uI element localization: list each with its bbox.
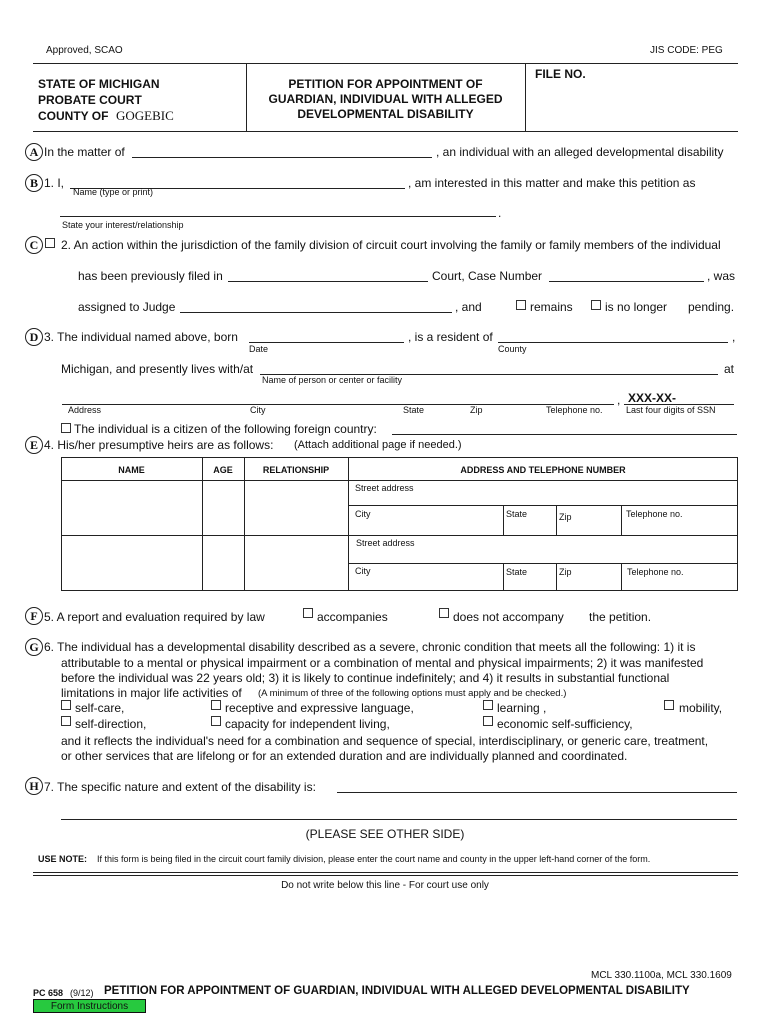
alleged-disability-text: , an individual with an alleged developmental disability [436, 145, 724, 159]
col-address-header: ADDRESS AND TELEPHONE NUMBER [460, 465, 626, 475]
item-3-label: 3. The individual named above, born [44, 330, 238, 344]
heir-1-telephone-caption: Telephone no. [626, 509, 683, 519]
court-use-rule-1 [33, 872, 738, 873]
minimum-three-note: (A minimum of three of the following options must apply and be checked.) [258, 688, 567, 699]
resident-of-label: , is a resident of [408, 330, 493, 344]
the-petition-label: the petition. [589, 610, 652, 624]
heir-2-telephone-caption: Telephone no. [627, 567, 684, 577]
probate-court: PROBATE COURT [38, 93, 142, 107]
section-h-marker: H [25, 777, 43, 795]
foreign-citizen-label: The individual is a citizen of the following foreign country: [74, 422, 377, 436]
case-number-field[interactable] [549, 281, 704, 282]
item-6-line-1: 6. The individual has a developmental disability described as a severe, chronic condition that meets all the following: 1) it is [44, 640, 696, 654]
interest-caption: State your interest/relationship [62, 220, 184, 230]
assigned-judge-label: assigned to Judge [78, 300, 176, 314]
not-accompany-label: does not accompany [453, 610, 564, 624]
item-1-label: 1. I, [44, 176, 65, 190]
use-note-text: If this form is being filed in the circuit court family division, please enter the court name and county in the upper left-hand corner of the form. [97, 854, 651, 864]
mcl-reference: MCL 330.1100a, MCL 330.1609 [591, 970, 732, 981]
col-divider-1 [202, 457, 203, 591]
learning-checkbox[interactable] [483, 700, 493, 710]
use-note-label: USE NOTE: [38, 854, 88, 864]
independent-living-label: capacity for independent living, [225, 717, 390, 731]
no-longer-label: is no longer [605, 300, 668, 314]
form-title-line-3: DEVELOPMENTAL DISABILITY [297, 107, 474, 121]
heir-1-address-rule [348, 505, 738, 506]
disability-nature-field-2[interactable] [61, 819, 737, 820]
please-see-other-side: (PLEASE SEE OTHER SIDE) [305, 827, 465, 841]
city-caption: City [250, 405, 266, 415]
zip-caption: Zip [470, 405, 483, 415]
address-caption: Address [68, 405, 102, 415]
jis-code: JIS CODE: PEG [650, 45, 723, 56]
heir-1-divider-c [621, 505, 622, 535]
self-sufficiency-label: economic self-sufficiency, [497, 717, 633, 731]
not-accompany-checkbox[interactable] [439, 608, 449, 618]
item-4-label: 4. His/her presumptive heirs are as follows: [44, 438, 274, 452]
previously-filed-label: has been previously filed in [78, 269, 223, 283]
heir-2-street-caption: Street address [356, 538, 415, 548]
county-caption: County [498, 344, 527, 354]
mobility-label: mobility, [679, 701, 723, 715]
form-date: (9/12) [70, 988, 94, 998]
heir-1-divider-b [556, 505, 557, 535]
section-c-marker: C [25, 236, 43, 254]
person-caption: Name of person or center or facility [262, 375, 403, 385]
address-field[interactable] [62, 404, 614, 405]
item-6-line-4: limitations in major life activities of [61, 686, 242, 700]
col-relationship-header: RELATIONSHIP [262, 465, 330, 475]
header-top-rule [33, 63, 738, 64]
court-case-label: Court, Case Number [432, 269, 543, 283]
heirs-row-rule [61, 535, 738, 536]
ssn-prefix: XXX-XX- [628, 391, 677, 405]
county-label: COUNTY OF [38, 109, 109, 123]
section-g-marker: G [25, 638, 43, 656]
heir-1-state-caption: State [506, 509, 528, 519]
accompanies-checkbox[interactable] [303, 608, 313, 618]
foreign-citizen-checkbox[interactable] [61, 423, 71, 433]
form-number: PC 658 [33, 988, 64, 998]
self-direction-checkbox[interactable] [61, 716, 71, 726]
birth-date-field[interactable] [249, 342, 404, 343]
heir-1-divider-a [503, 505, 504, 535]
col-name-header: NAME [118, 465, 145, 475]
heirs-header-rule [61, 480, 738, 481]
state-of-michigan: STATE OF MICHIGAN [38, 77, 160, 91]
col-divider-3 [348, 457, 349, 591]
heir-2-city-caption: City [355, 566, 371, 576]
foreign-country-field[interactable] [392, 434, 737, 435]
item-5-label: 5. A report and evaluation required by law [44, 610, 265, 624]
self-sufficiency-checkbox[interactable] [483, 716, 493, 726]
interest-period: . [498, 206, 502, 220]
col-divider-2 [244, 457, 245, 591]
form-title-line-2: GUARDIAN, INDIVIDUAL WITH ALLEGED [268, 92, 503, 106]
mobility-checkbox[interactable] [664, 700, 674, 710]
section-e-marker: E [25, 436, 43, 454]
item-6-line-2: attributable to a mental or physical impairment or a combination of mental and physical impairments; 2) it was manifested [61, 656, 704, 670]
self-direction-label: self-direction, [75, 717, 147, 731]
attach-note: (Attach additional page if needed.) [294, 439, 462, 451]
item-7-label: 7. The specific nature and extent of the disability is: [44, 780, 316, 794]
county-field[interactable]: GOGEBIC [116, 108, 174, 123]
prior-action-checkbox[interactable] [45, 238, 55, 248]
lives-with-label: Michigan, and presently lives with/at [61, 362, 254, 376]
interested-text: , am interested in this matter and make this petition as [408, 176, 696, 190]
approved-scao: Approved, SCAO [46, 45, 123, 56]
judge-field[interactable] [180, 312, 452, 313]
item-6-line-3: before the individual was 22 years old; 3) it is likely to continue indefinitely; and 4) it results in substantial functional [61, 671, 670, 685]
col-age-header: AGE [213, 465, 233, 475]
self-care-label: self-care, [75, 701, 125, 715]
remains-label: remains [530, 300, 573, 314]
remains-checkbox[interactable] [516, 300, 526, 310]
interest-relationship-field[interactable] [60, 216, 496, 217]
section-d-marker: D [25, 328, 43, 346]
section-b-marker: B [25, 174, 43, 192]
file-no-field[interactable] [530, 84, 735, 128]
section-a-marker: A [25, 143, 43, 161]
resident-comma: , [732, 330, 736, 344]
heir-2-zip-caption: Zip [559, 567, 572, 577]
resident-county-field[interactable] [498, 342, 728, 343]
at-label: at [724, 362, 735, 376]
item-6-line-6: or other services that are lifelong or for an extended duration and are individually planned and coordinated. [61, 749, 628, 763]
independent-living-checkbox[interactable] [211, 716, 221, 726]
form-title-line-1: PETITION FOR APPOINTMENT OF [288, 77, 483, 91]
form-instructions-button[interactable]: Form Instructions [33, 999, 146, 1013]
heir-2-address-rule [348, 563, 738, 564]
court-use-rule-2 [33, 875, 738, 876]
heir-1-zip-caption: Zip [559, 512, 572, 522]
state-caption: State [403, 405, 425, 415]
header-bottom-rule [33, 131, 738, 132]
accompanies-label: accompanies [317, 610, 388, 624]
heir-2-divider-a [503, 563, 504, 591]
in-the-matter-label: In the matter of [44, 145, 125, 159]
no-longer-checkbox[interactable] [591, 300, 601, 310]
was-label: , was [707, 269, 736, 283]
language-label: receptive and expressive language, [225, 701, 414, 715]
pending-label: pending. [688, 300, 735, 314]
heir-1-street-caption: Street address [355, 483, 414, 493]
heir-2-state-caption: State [506, 567, 528, 577]
heir-2-divider-c [621, 563, 622, 591]
prior-court-field[interactable] [228, 281, 428, 282]
learning-label: learning , [497, 701, 547, 715]
name-caption: Name (type or print) [73, 187, 154, 197]
item-6-line-5: and it reflects the individual's need for a combination and sequence of special, interdisciplinary, or generic care, treatment, [61, 734, 709, 748]
section-f-marker: F [25, 607, 43, 625]
language-checkbox[interactable] [211, 700, 221, 710]
telephone-caption: Telephone no. [546, 405, 603, 415]
footer-form-title: PETITION FOR APPOINTMENT OF GUARDIAN, INDIVIDUAL WITH ALLEGED DEVELOPMENTAL DISABILITY [104, 985, 690, 997]
court-use-only: Do not write below this line - For court use only [281, 880, 489, 891]
date-caption: Date [249, 344, 269, 354]
ssn-caption: Last four digits of SSN [626, 405, 716, 415]
disability-nature-field[interactable] [337, 792, 737, 793]
header-divider-2 [525, 63, 526, 131]
individual-name-field[interactable] [132, 157, 432, 158]
file-no-label: FILE NO. [535, 67, 586, 81]
self-care-checkbox[interactable] [61, 700, 71, 710]
heir-2-divider-b [556, 563, 557, 591]
item-2-text: 2. An action within the jurisdiction of the family division of circuit court involving the family or family members of the individual [61, 238, 721, 252]
heir-1-city-caption: City [355, 509, 371, 519]
and-label: , and [455, 300, 482, 314]
ssn-comma: , [617, 393, 621, 407]
